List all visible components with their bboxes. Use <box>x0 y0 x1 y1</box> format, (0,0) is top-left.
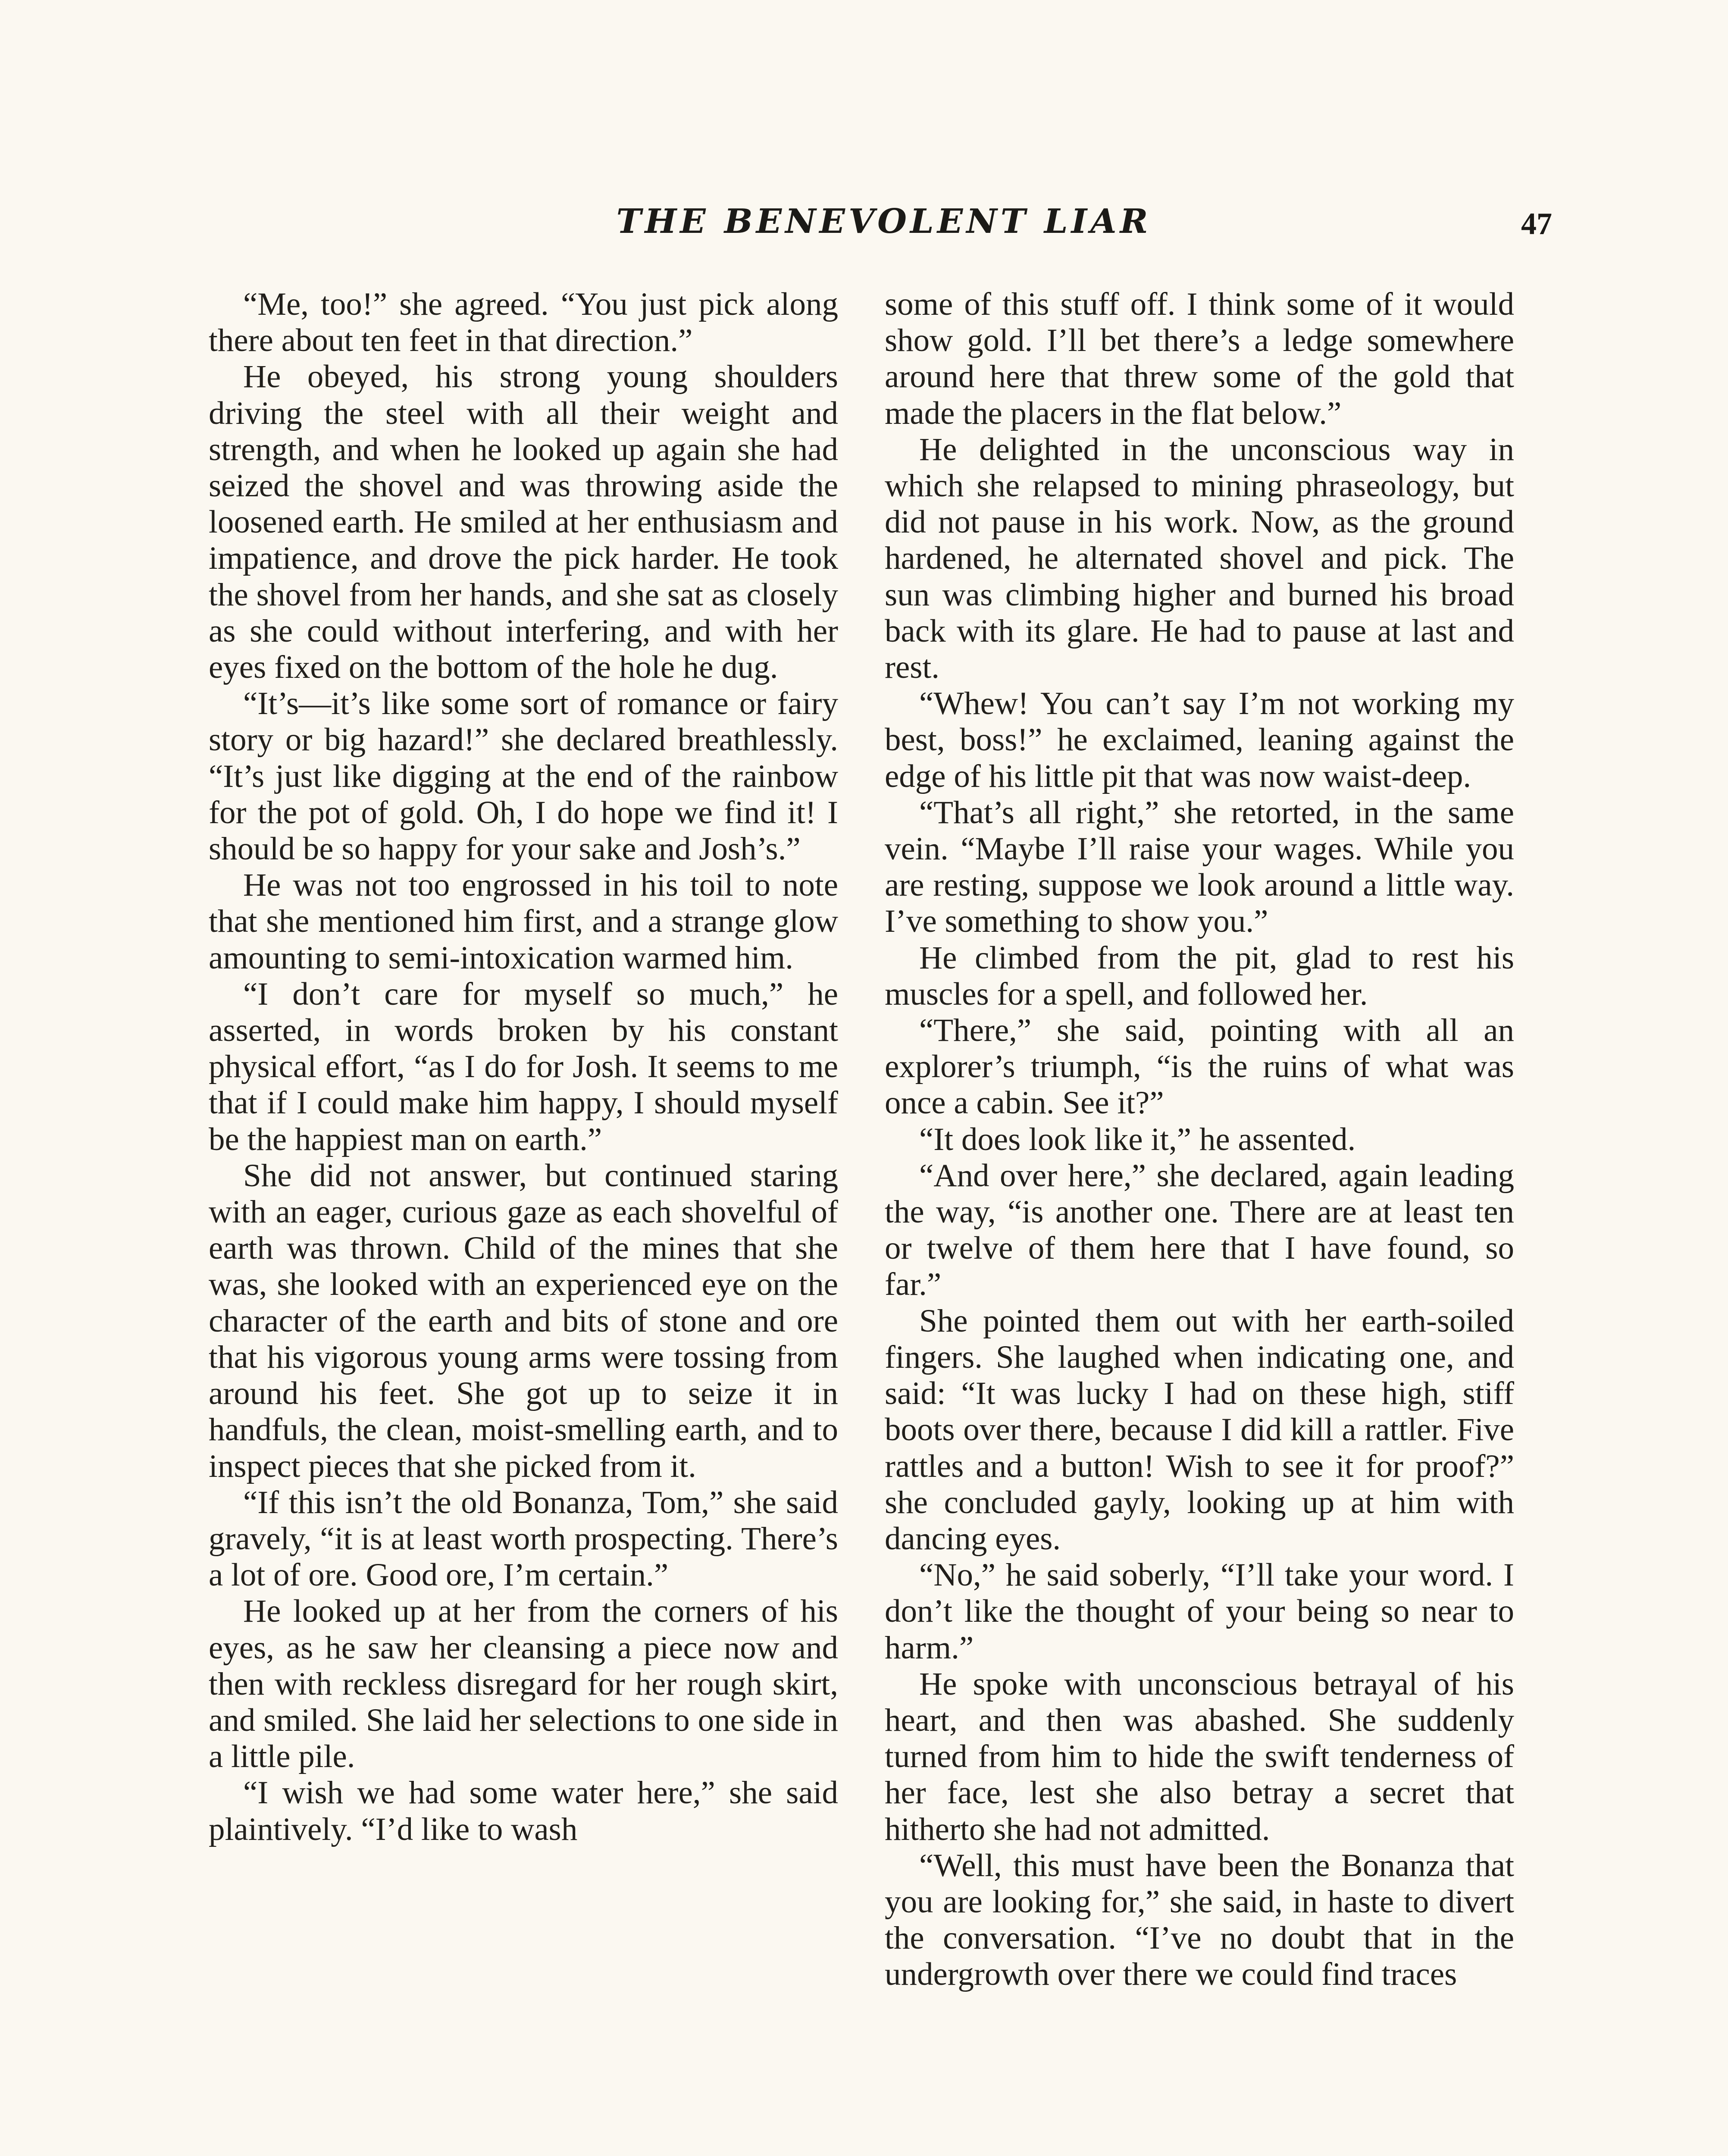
paragraph: “If this isn’t the old Bonanza, Tom,” she said gravely, “it is at least worth prospecting. There’s a lot of ore. Good ore, I’m certain.” <box>209 1484 838 1593</box>
right-text-column <box>885 286 1514 1993</box>
paragraph: He delighted in the unconscious way in which she relapsed to mining phraseology, but did not pause in his work. Now, as the ground hardened, he alternated shovel and pick. The sun was climbing higher and burned his broad back with its glare. He had to pause at last and rest. <box>885 431 1514 686</box>
paragraph: “It’s—it’s like some sort of romance or fairy story or big hazard!” she declared breathlessly. “It’s just like digging at the end of the rainbow for the pot of gold. Oh, I do hope we find it! I should be so happy for your sake and Josh’s.” <box>209 686 838 867</box>
paragraph: She pointed them out with her earth-soiled fingers. She laughed when indicating one, and said: “It was lucky I had on these high, stiff boots over there, because I did kill a rattler. Five rattles and a button! Wish to see it for proof?” she concluded gayly, looking up at him with dancing eyes. <box>885 1303 1514 1557</box>
paragraph: “Me, too!” she agreed. “You just pick along there about ten feet in that direction.” <box>209 286 838 359</box>
paragraph: some of this stuff off. I think some of it would show gold. I’ll bet there’s a ledge somewhere around here that threw some of the gold that made the placers in the flat below.” <box>885 286 1514 431</box>
paragraph: “Well, this must have been the Bonanza that you are looking for,” she said, in haste to divert the conversation. “I’ve no doubt that in the undergrowth over there we could find traces <box>885 1847 1514 1993</box>
paragraph: “That’s all right,” she retorted, in the same vein. “Maybe I’ll raise your wages. While you are resting, suppose we look around a little way. I’ve something to show you.” <box>885 794 1514 940</box>
page-number: 47 <box>1521 207 1552 241</box>
paragraph: He obeyed, his strong young shoulders driving the steel with all their weight and strength, and when he looked up again she had seized the shovel and was throwing aside the loosened earth. He smiled at her enthusiasm and impatience, and drove the pick harder. He took the shovel from her hands, and she sat as closely as she could without interfering, and with her eyes fixed on the bottom of the hole he dug. <box>209 359 838 686</box>
paragraph: “I don’t care for myself so much,” he asserted, in words broken by his constant physical effort, “as I do for Josh. It seems to me that if I could make him happy, I should myself be the happiest man on earth.” <box>209 976 838 1157</box>
paragraph: He looked up at her from the corners of his eyes, as he saw her cleansing a piece now and then with reckless disregard for her rough skirt, and smiled. She laid her selections to one side in a little pile. <box>209 1593 838 1775</box>
paragraph: “I wish we had some water here,” she said plaintively. “I’d like to wash <box>209 1775 838 1847</box>
paragraph: “It does look like it,” he assented. <box>919 1121 1356 1157</box>
page-header <box>0 202 1728 254</box>
paragraph: He climbed from the pit, glad to rest his muscles for a spell, and followed her. <box>885 940 1514 1012</box>
paragraph: “No,” he said soberly, “I’ll take your word. I don’t like the thought of your being so near to harm.” <box>885 1557 1514 1666</box>
running-title: THE BENEVOLENT LIAR <box>616 202 1152 241</box>
paragraph: He spoke with unconscious betrayal of his heart, and then was abashed. She suddenly turned from him to hide the swift tenderness of her face, lest she also betray a secret that hitherto she had not admitted. <box>885 1666 1514 1847</box>
paragraph: “Whew! You can’t say I’m not working my best, boss!” he exclaimed, leaning against the edge of his little pit that was now waist-deep. <box>885 686 1514 794</box>
paragraph: “There,” she said, pointing with all an explorer’s triumph, “is the ruins of what was once a cabin. See it?” <box>885 1012 1514 1121</box>
paragraph: He was not too engrossed in his toil to note that she mentioned him first, and a strange glow amounting to semi-intoxication warmed him. <box>209 867 838 976</box>
paragraph: She did not answer, but continued staring with an eager, curious gaze as each shovelful of earth was thrown. Child of the mines that she was, she looked with an experienced eye on the character of the earth and bits of stone and ore that his vigorous young arms were tossing from around his feet. She got up to seize it in handfuls, the clean, moist-smelling earth, and to inspect pieces that she picked from it. <box>209 1157 838 1484</box>
paragraph: “And over here,” she declared, again leading the way, “is another one. There are at least ten or twelve of them here that I have found, so far.” <box>885 1157 1514 1303</box>
left-text-column <box>209 286 838 1848</box>
